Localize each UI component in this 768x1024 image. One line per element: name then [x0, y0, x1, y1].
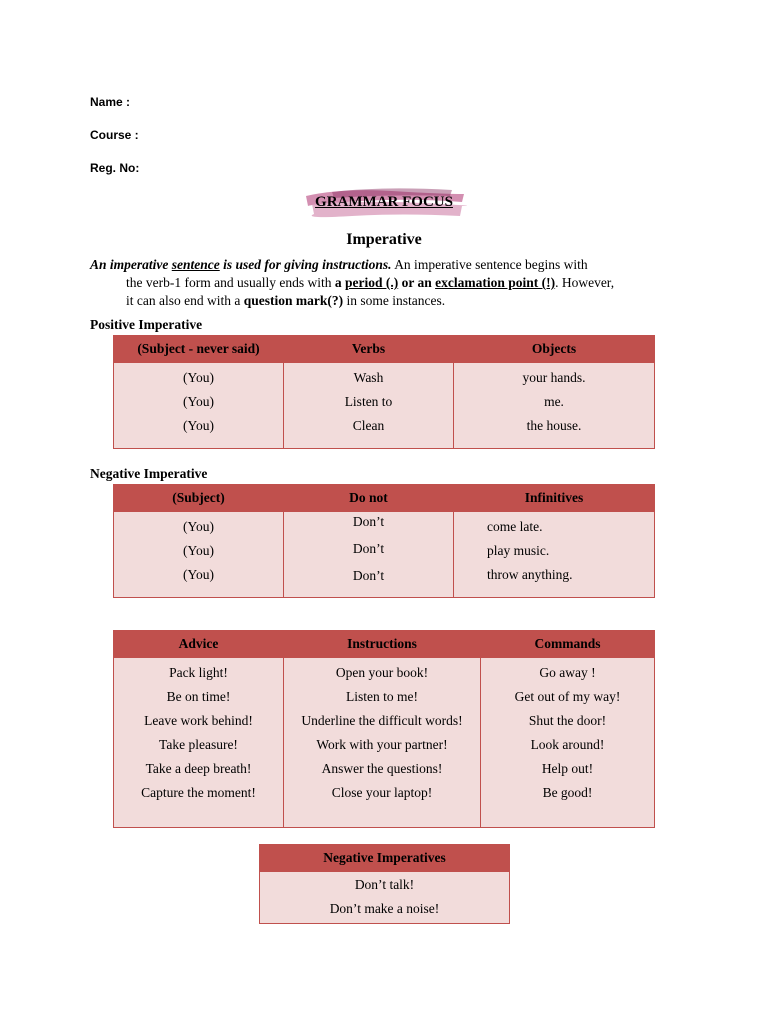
cell-line: (You): [183, 418, 214, 433]
intro-paragraph: An imperative sentence is used for giving instructions. An imperative sentence begins with the verb-1 form and usually ends with a period (.) or an exclamation point (!). However, it can also end with a question mark(?) in some instances.: [90, 257, 615, 308]
cell-line: the house.: [526, 418, 582, 433]
table-cell: [454, 363, 655, 449]
cell-line: Don’t make a noise!: [329, 901, 440, 916]
cell-line: Answer the questions!: [321, 761, 443, 776]
column-header: Commands: [481, 631, 655, 658]
table-cell: [114, 363, 284, 449]
cell-line: Shut the door!: [528, 713, 607, 728]
table-cell: [454, 512, 655, 598]
cell-line: Help out!: [541, 761, 594, 776]
cell-line: Don’t talk!: [354, 877, 415, 892]
cell-line: Leave work behind!: [144, 713, 253, 728]
cell-line: Don’t: [352, 568, 385, 583]
cell-line: Clean: [352, 418, 385, 433]
table-cell: [260, 872, 510, 924]
cell-line: Get out of my way!: [514, 689, 621, 704]
column-header: (Subject): [114, 485, 284, 512]
cell-line: Be on time!: [166, 689, 231, 704]
cell-line: Take a deep breath!: [145, 761, 252, 776]
cell-line: Take pleasure!: [159, 737, 238, 752]
cell-line: Listen to: [344, 394, 393, 409]
title-block: [300, 186, 468, 222]
page-title: GRAMMAR FOCUS: [315, 194, 453, 210]
column-header: Infinitives: [454, 485, 655, 512]
cell-line: come late.: [487, 519, 543, 534]
cell-line: Listen to me!: [346, 689, 418, 704]
cell-line: Don’t: [352, 514, 385, 529]
cell-line: Work with your partner!: [316, 737, 448, 752]
name-label: Name :: [90, 95, 131, 109]
column-header: Objects: [454, 336, 655, 363]
table-cell: [284, 363, 454, 449]
table-cell: [284, 658, 481, 828]
page-subtitle: Imperative: [346, 231, 422, 248]
cell-line: (You): [183, 519, 214, 534]
neg-imperatives-table: [259, 844, 510, 924]
course-label: Course :: [90, 128, 139, 142]
cell-line: throw anything.: [487, 567, 573, 582]
table-cell: [284, 512, 454, 598]
column-header: (Subject - never said): [114, 336, 284, 363]
column-header: Negative Imperatives: [260, 845, 510, 872]
table-cell: [114, 512, 284, 598]
cell-line: (You): [183, 370, 214, 385]
cell-line: play music.: [487, 543, 550, 558]
column-header: Verbs: [284, 336, 454, 363]
cell-line: Capture the moment!: [141, 785, 256, 800]
negative-table: [113, 484, 655, 598]
table-cell: [114, 658, 284, 828]
cell-line: (You): [183, 394, 214, 409]
table-cell: [481, 658, 655, 828]
cell-line: me.: [544, 394, 564, 409]
negative-heading: Negative Imperative: [90, 466, 208, 481]
positive-table: [113, 335, 655, 449]
cell-line: Close your laptop!: [331, 785, 433, 800]
positive-heading: Positive Imperative: [90, 317, 203, 332]
cell-line: Pack light!: [169, 665, 228, 680]
cell-line: Go away !: [539, 665, 596, 680]
cell-line: Open your book!: [335, 665, 429, 680]
cell-line: Don’t: [352, 541, 385, 556]
cell-line: (You): [183, 567, 214, 582]
cell-line: Wash: [353, 370, 384, 385]
cell-line: your hands.: [522, 370, 586, 385]
cell-line: Look around!: [530, 737, 605, 752]
column-header: Advice: [114, 631, 284, 658]
regno-label: Reg. No:: [90, 161, 140, 175]
cell-line: Underline the difficult words!: [301, 713, 463, 728]
column-header: Do not: [284, 485, 454, 512]
categories-table: [113, 630, 655, 828]
column-header: Instructions: [284, 631, 481, 658]
cell-line: Be good!: [542, 785, 593, 800]
cell-line: (You): [183, 543, 214, 558]
